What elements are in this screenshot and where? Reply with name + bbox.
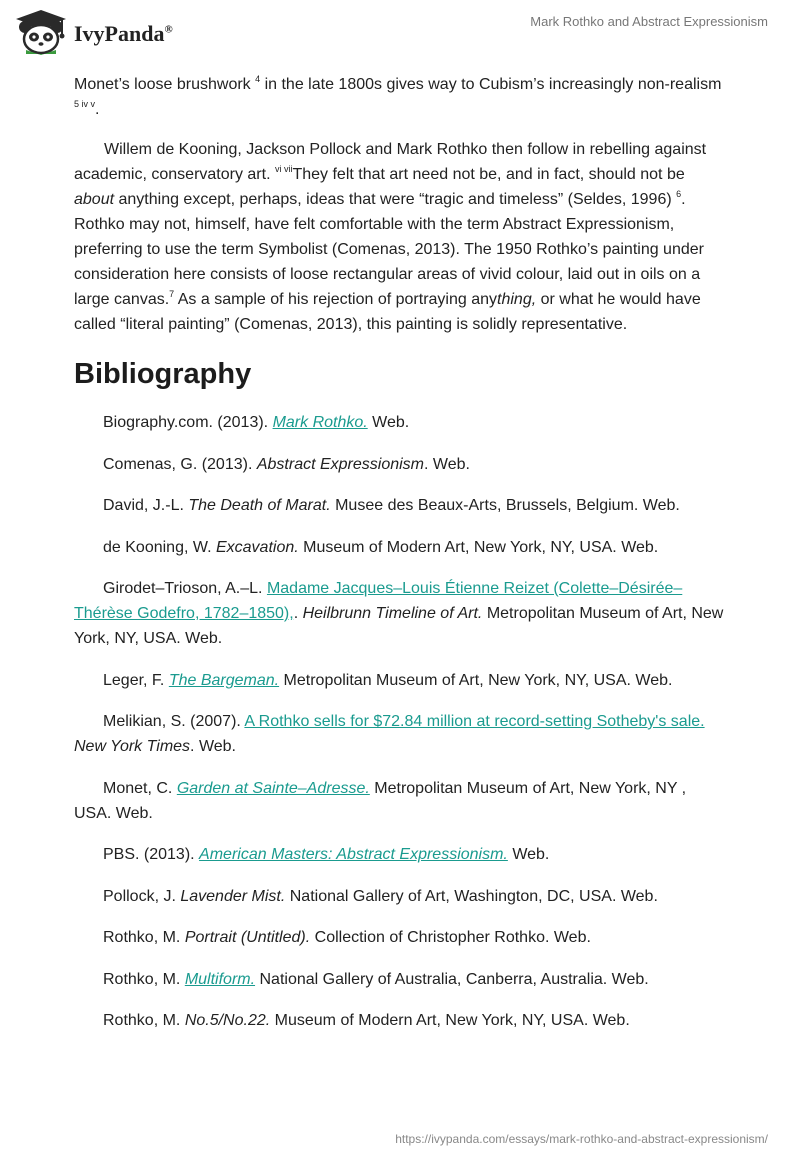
- citation-link[interactable]: Garden at Sainte–Adresse.: [176, 779, 370, 797]
- bibliography-heading: Bibliography: [74, 358, 252, 390]
- bibliography-list: [74, 410, 724, 1033]
- body-paragraph-2: Willem de Kooning, Jackson Pollock and Mark Rothko then follow in rebelling against academic, conservatory art. $^{vi vii}$They felt that art need not be, and in fact, should not be about anything except, perhaps, ideas that were “tragic and timeless” (Seldes, 1996) $^6$. Rothko may not, himself, have felt comfortable with the term Abstract Expressionism, preferring to use the term Symbolist (Comenas, 2013). The 1950 Rothko’s painting under consideration here consists of loose rectangular areas of vivid colour, laid out in oils on a large canvas.$^7$ As a sample of his rejection of portraying anything, or what he would have called “literal painting” (Comenas, 2013), this painting is solidly representative.: [74, 141, 707, 333]
- citation-link[interactable]: Mark Rothko.: [272, 414, 368, 431]
- footnote-ref[interactable]: vi vii: [274, 164, 293, 174]
- bibliography-entry: Rothko, M. No.5/No.22. Museum of Modern Art, New York, NY, USA. Web.: [103, 1012, 630, 1029]
- footnote-ref[interactable]: 5 iv v: [74, 99, 96, 109]
- logo-wordmark: IvyPanda®: [74, 21, 173, 46]
- ivypanda-logo[interactable]: [14, 8, 173, 56]
- bibliography-entry: PBS. (2013). American Masters: Abstract Expressionism. Web.: [103, 846, 550, 863]
- bibliography-entry: David, J.-L. The Death of Marat. Musee des Beaux-Arts, Brussels, Belgium. Web.: [103, 497, 680, 514]
- citation-link[interactable]: American Masters: Abstract Expressionism.: [199, 846, 508, 863]
- bibliography-entry: Melikian, S. (2007). A Rothko sells for $72.84 million at record-setting Sotheby's sale. New York Times. Web.: [74, 713, 705, 755]
- footnote-ref[interactable]: 4: [255, 74, 261, 84]
- page-header: [0, 0, 800, 70]
- citation-link[interactable]: A Rothko sells for $72.84 million at record-setting Sotheby's sale.: [244, 713, 705, 730]
- citation-link[interactable]: Multiform.: [184, 970, 256, 988]
- bibliography-entry: Comenas, G. (2013). Abstract Expressionism. Web.: [103, 455, 470, 473]
- bibliography-entry: Monet, C. Garden at Sainte–Adresse. Metropolitan Museum of Art, New York, NY , USA. Web.: [74, 779, 687, 822]
- panda-graduate-icon: [14, 8, 68, 56]
- bibliography-entry: Rothko, M. Portrait (Untitled). Collection of Christopher Rothko. Web.: [103, 929, 591, 946]
- bibliography-entry: Girodet–Trioson, A.–L. Madame Jacques–Louis Étienne Reizet (Colette–Désirée–Thérèse Godefro, 1782–1850),. Heilbrunn Timeline of Art. Metropolitan Museum of Art, New York, NY, USA. Web.: [74, 580, 724, 647]
- bibliography-entry: Leger, F. The Bargeman. Metropolitan Museum of Art, New York, NY, USA. Web.: [103, 671, 673, 689]
- footnote-ref[interactable]: 7: [169, 289, 175, 299]
- bibliography-entry: de Kooning, W. Excavation. Museum of Modern Art, New York, NY, USA. Web.: [103, 538, 659, 556]
- footnote-ref[interactable]: 6: [676, 189, 682, 199]
- bibliography-entry: Biography.com. (2013). Mark Rothko. Web.: [103, 414, 410, 431]
- body-paragraph-1: Monet’s loose brushwork $^4$ in the late 1800s gives way to Cubism’s increasingly non-realism $^{5 iv v}$.: [74, 74, 722, 118]
- citation-link[interactable]: Madame Jacques–Louis Étienne Reizet (Colette–Désirée–Thérèse Godefro, 1782–1850),: [74, 580, 683, 622]
- bibliography-entry: Rothko, M. Multiform. National Gallery of Australia, Canberra, Australia. Web.: [103, 970, 649, 988]
- source-url: https://ivypanda.com/essays/mark-rothko-and-abstract-expressionism/: [395, 1132, 768, 1146]
- essay-content: [74, 72, 724, 1050]
- citation-link[interactable]: The Bargeman.: [168, 671, 280, 689]
- bibliography-entry: Pollock, J. Lavender Mist. National Gallery of Art, Washington, DC, USA. Web.: [103, 887, 658, 905]
- document-title: Mark Rothko and Abstract Expressionism: [530, 14, 768, 29]
